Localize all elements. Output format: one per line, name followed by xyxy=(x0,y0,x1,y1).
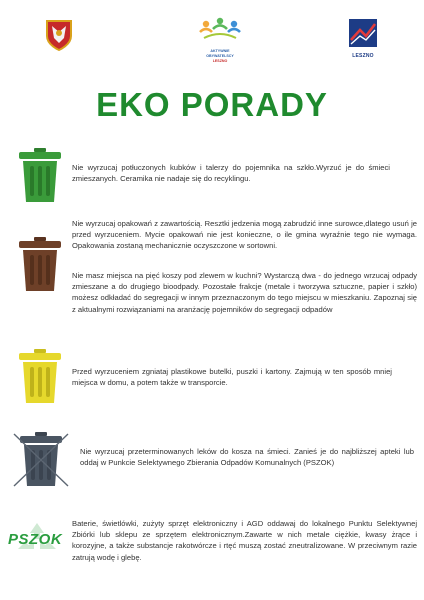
aktywnie-obywatelscy-leszno-logo xyxy=(198,16,242,62)
city-coat-of-arms-logo xyxy=(44,18,74,52)
logo-line-2: OBYWATELSCY xyxy=(206,54,234,58)
page-title: EKO PORADY xyxy=(96,86,328,123)
pszok-logo xyxy=(6,519,68,559)
crossed-out-gray-bin-icon xyxy=(12,430,70,493)
tip-1-text: Nie wyrzucaj potłuczonych kubków i talerzy do pojemnika na szkło.Wyrzuć je do śmieci zmieszanych. Ceramika nie nadaje się do recyklingu. xyxy=(72,163,390,184)
tip-2-text: Nie wyrzucaj opakowań z zawartością. Resztki jedzenia mogą zabrudzić inne surowce,dlatego usuń je przed wyrzuceniem. Mycie opakowań nie jest konieczne, o ile gmina wyraźnie tego nie wymaga. Opakowania zostaną mechanicznie oczyszczone w sortowni. xyxy=(72,219,417,251)
tip-4-text: Przed wyrzuceniem zgniataj plastikowe butelki, puszki i kartony. Zajmują w ten sposób mniej miejsca w domu, a potem także w transporcie. xyxy=(72,367,392,388)
leszno-label: LESZNO xyxy=(352,53,374,59)
logo-line-3: LESZNO xyxy=(212,59,228,63)
tip-6-text: Baterie, świetlówki, zużyty sprzęt elektroniczny i AGD oddawaj do lokalnego Punktu Selektywnej Zbiórki lub sklepu ze sprzętem elektronicznym.Zawarte w nich metale ciężkie, kwasy żrące i korozyjne, a także substancje rakotwórcze i rtęć muszą zostać zneutralizowane. W przeciwnym razie zatrują wodę i glebę. xyxy=(72,519,417,562)
yellow-trash-bin-icon xyxy=(14,348,66,409)
tip-3-text: Nie masz miejsca na pięć koszy pod zlewem w kuchni? Wystarczą dwa - do jednego wrzucaj odpady zmieszane a do drugiego bioodpady. Pozostałe frakcje (metale i tworzywa sztuczne, papier i szkło) możesz odkładać do segregacji w innym przeznaczonym do tego miejscu w mieszkaniu. Zapoznaj się z aktualnymi rozwiązaniami na aranżację pojemników do segregacji odpadów xyxy=(72,271,417,314)
logo-line-1: AKTYWNIE xyxy=(210,49,230,53)
green-trash-bin-icon xyxy=(14,147,66,208)
leszno-city-logo xyxy=(348,18,378,58)
brown-trash-bin-icon xyxy=(14,236,66,297)
pszok-label: PSZOK xyxy=(8,531,63,548)
tip-5-text: Nie wyrzucaj przeterminowanych leków do kosza na śmieci. Zanieś je do najbliższej apteki lub oddaj w Punkcie Selektywnego Zbierania Odpadów Komunalnych (PSZOK) xyxy=(80,447,414,468)
